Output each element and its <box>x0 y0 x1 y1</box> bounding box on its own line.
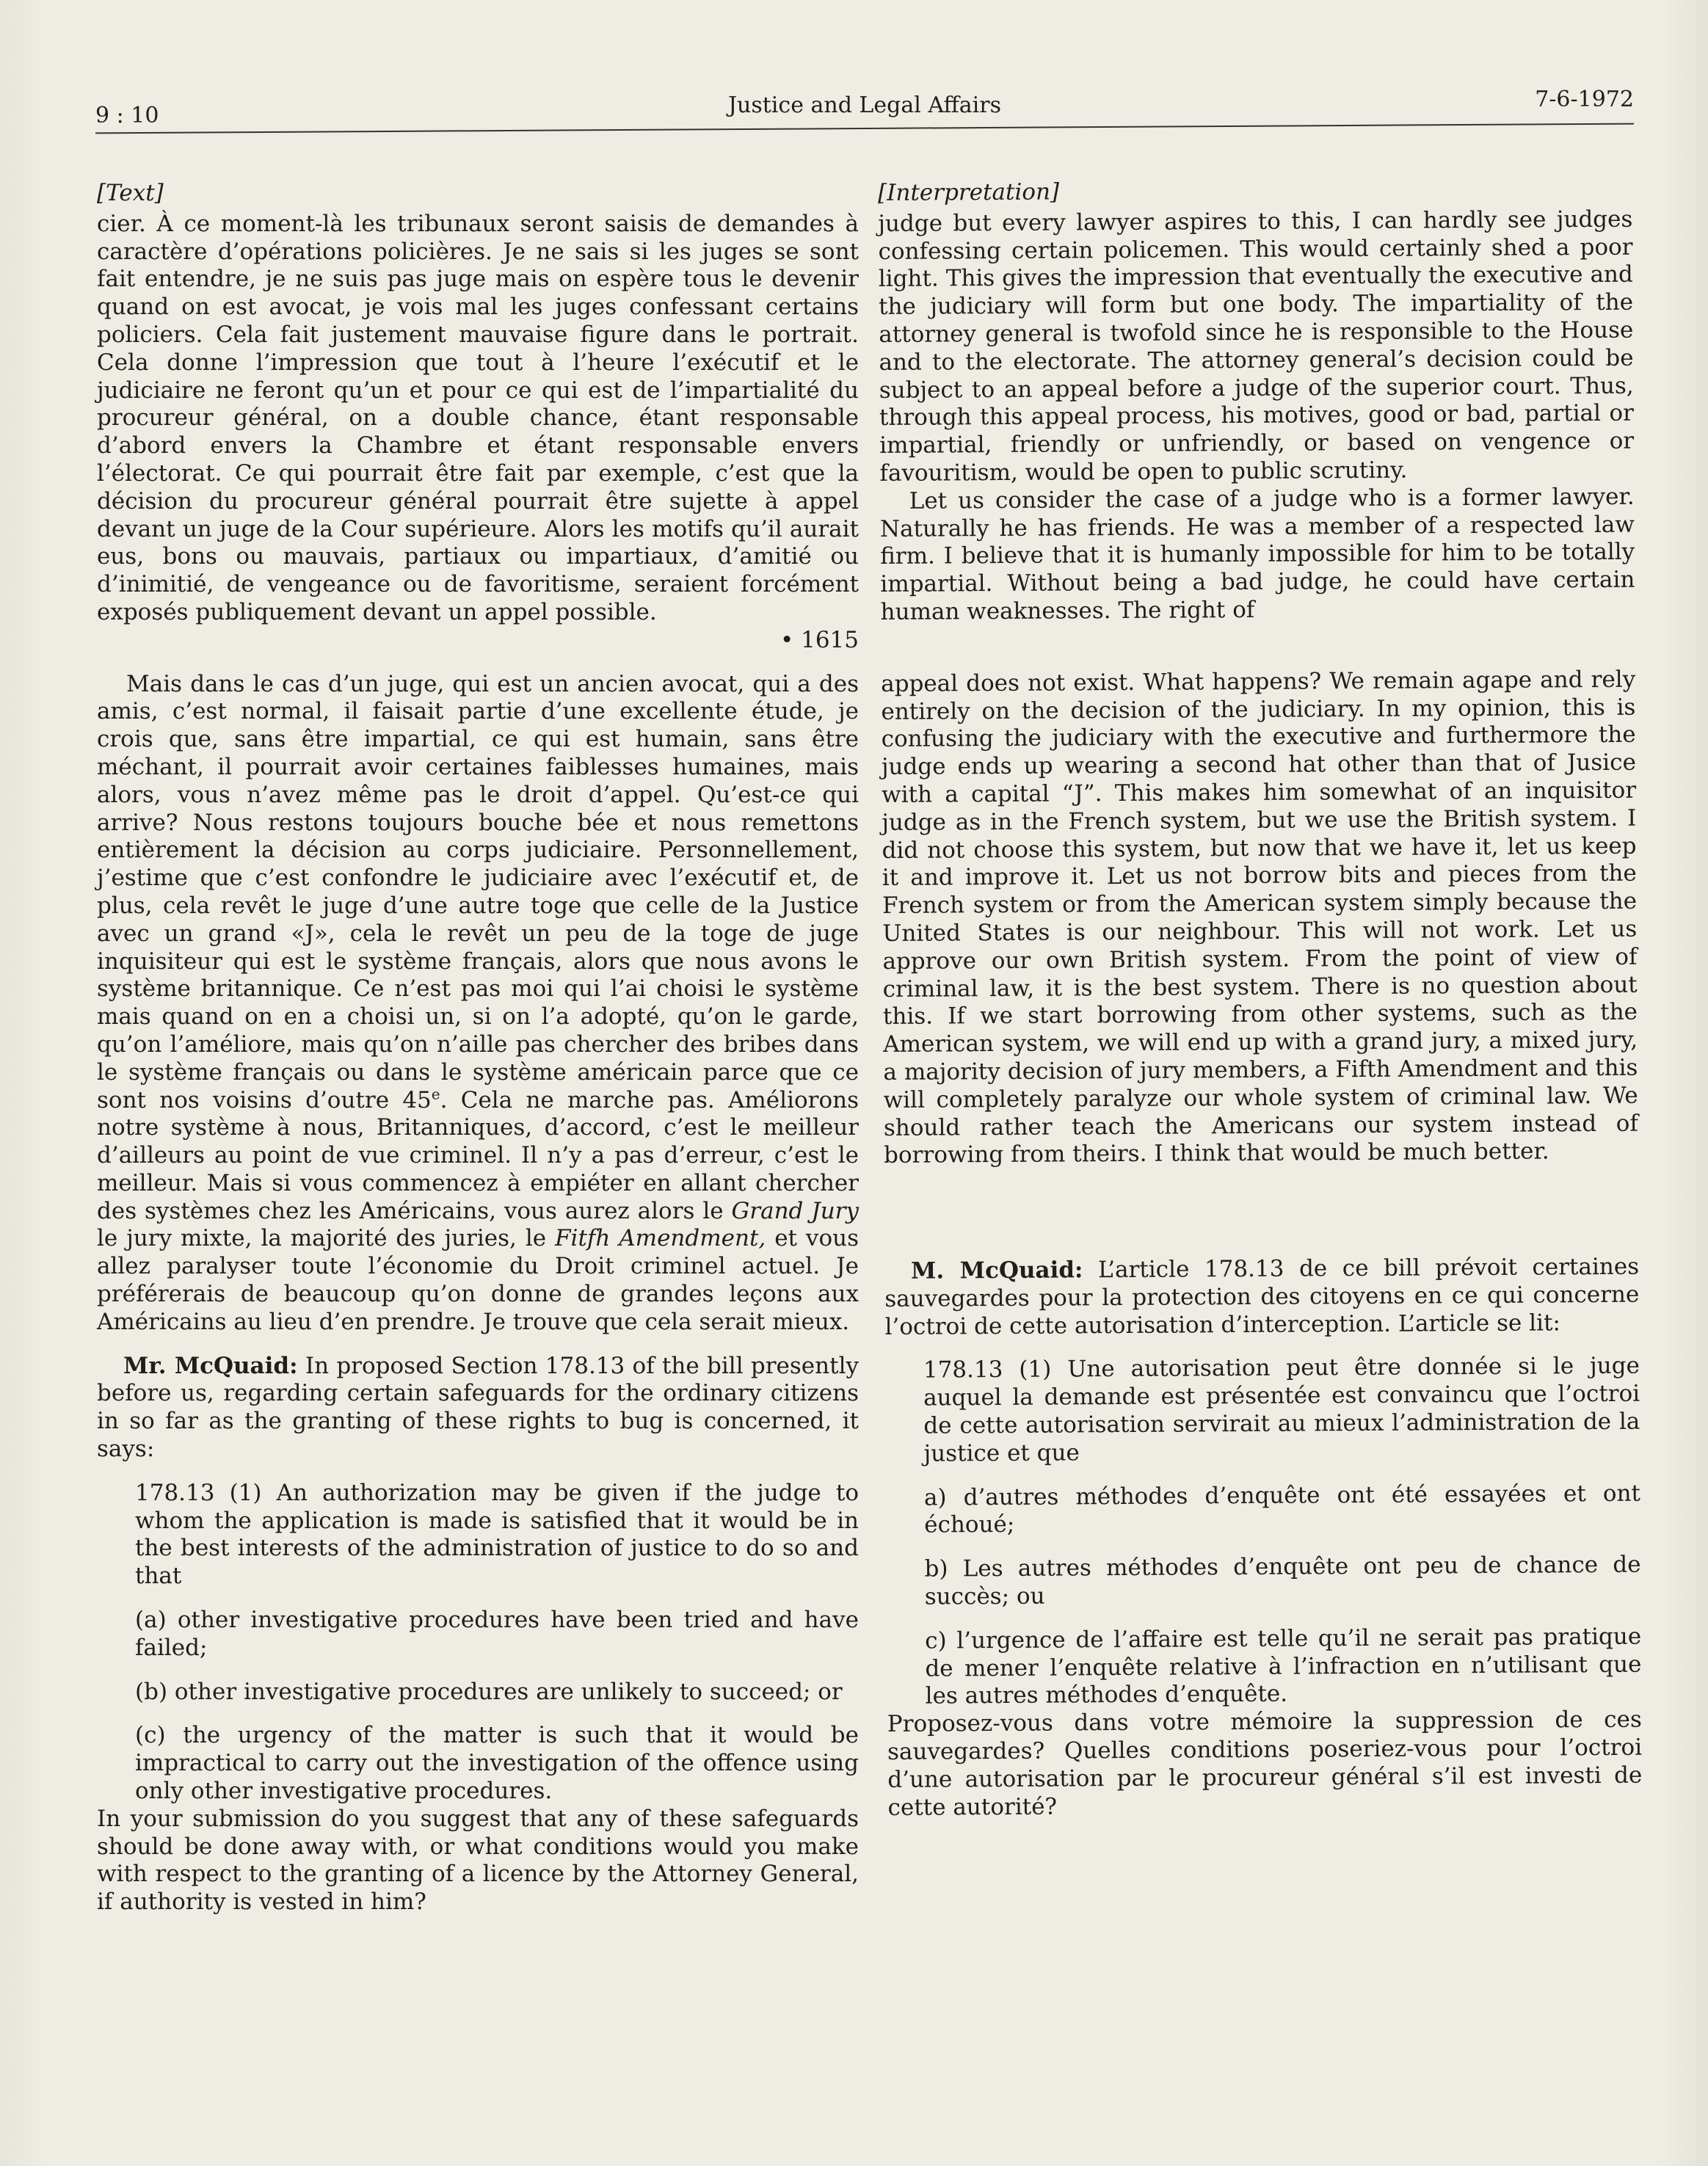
header-rule <box>95 123 1634 134</box>
column-label: [Interpretation] <box>878 178 1060 206</box>
quote-intro: 178.13 (1) An authorization may be given if the judge to whom the application is made is satisfied that it would be in the best interests of the administration of justice to do so and that <box>135 1479 859 1590</box>
quote-item-b: b) Les autres méthodes d’enquête ont peu de chance de succès; ou <box>924 1551 1641 1610</box>
speech: M. McQuaid: L’article 178.13 de ce bill prévoit certaines sauvegardes pour la protection des citoyens en ce qui concerne l’octroi de cette autorisation d’interception. L’article se lit: <box>884 1253 1640 1340</box>
speaker-name: Mr. McQuaid: <box>123 1352 298 1379</box>
paragraph: Mais dans le cas d’un juge, qui est un ancien avocat, qui a des amis, c’est normal, il faisait partie d’une excellente étude, je crois que, sans être impartial, ce qui est humain, sans être méchant, il pourrait avoir certaines faiblesses humaines, mais alors, vous n’avez même pas le droit d’appel. Qu’est-ce qui arrive? Nous restons toujours bouche bée et nous remettons entièrement la décision au corps judiciaire. Personnellement, j’estime que c’est confondre le judiciaire avec l’exécutif et, de plus, cela revêt le juge d’une autre toge que celle de la Justice avec un grand «J», cela le revêt un peu de la toge de juge inquisiteur qui est le système français, alors que nous avons le système britannique. Ce n’est pas moi qui l’ai choisi le système mais quand on en a choisi un, si on l’a adopté, qu’on le garde, qu’on l’améliore, mais qu’on n’aille pas chercher des bribes dans le système français ou dans le système américain parce que ce sont nos voisins d’outre 45e. Cela ne marche pas. Améliorons notre système à nous, Britanniques, d’accord, c’est le meilleur d’ailleurs au point de vue criminel. Il n’y a pas d’erreur, c’est le meilleur. Mais si vous commencez à empiéter en allant chercher des systèmes chez les Américains, vous aurez alors le Grand Jury le jury mixte, la majorité des juries, le Fitfh Amendment, et vous allez paralyser toute l’économie du Droit criminel actuel. Je préférerais de beaucoup qu’on donne de grandes leçons aux Américains au lieu d’en prendre. Je trouve que cela serait mieux. <box>97 670 859 1335</box>
quote-item-a: a) d’autres méthodes d’enquête ont été essayées et ont échoué; <box>923 1480 1641 1539</box>
speech: Mr. McQuaid: In proposed Section 178.13 of the bill presently before us, regarding certain safeguards for the ordinary citizens in so far as the granting of these rights to bug is concerned, it says: <box>97 1352 860 1463</box>
paragraph: appeal does not exist. What happens? We remain agape and rely entirely on the decision of the judiciary. In my opinion, this is confusing the judiciary with the executive and furthermore the judge ends up wearing a second hat other than that of Jusice with a capital “J”. This makes him somewhat of an inquisitor judge as in the French system, but we use the British system. I did not choose this system, but now that we have it, let us keep it and improve it. Let us not borrow bits and pieces from the French system or from the American system simply because the United States is our neighbour. This will not work. Let us approve our own British system. From the point of view of criminal law, it is the best system. There is no question about this. If we start borrowing from other systems, such as the American system, we will end up with a grand jury, a mixed jury, a majority decision of jury members, a Fifth Amendment and this will completely paralyze our whole system of criminal law. We should rather teach the Americans our system instead of borrowing from theirs. I think that would be much better. <box>881 666 1638 1169</box>
quoted-section <box>923 1353 1642 1711</box>
quoted-section <box>135 1480 859 1806</box>
closing-question: In your submission do you suggest that any of these safeguards should be done away with, or what conditions would you make with respect to the granting of a licence by the Attorney General, if authority is vested in him? <box>97 1805 859 1916</box>
left-column-french <box>97 180 859 1916</box>
quote-item-b: (b) other investigative procedures are unlikely to succeed; or <box>135 1678 843 1705</box>
header-date: 7-6-1972 <box>1535 87 1634 112</box>
quote-item-c: c) l’urgence de l’affaire est telle qu’il ne serait pas pratique de mener l’enquête relative à l’infraction en n’utilisant que les autres méthodes d’enquête. <box>925 1623 1642 1710</box>
speaker-name: M. McQuaid: <box>910 1257 1083 1284</box>
quote-item-c: (c) the urgency of the matter is such that it would be impractical to carry out the investigation of the offence using only other investigative procedures. <box>135 1722 859 1805</box>
paragraph: cier. À ce moment-là les tribunaux seront saisis de demandes à caractère d’opérations policières. Je ne sais si les juges se sont fait entendre, je ne suis pas juge mais on espère tous le devenir quand on est avocat, je vois mal les juges confessant certains policiers. Cela fait justement mauvaise figure dans le portrait. Cela donne l’impression que tout à l’heure l’exécutif et le judiciaire ne feront qu’un et pour ce qui est de l’impartialité du procureur général, on a double chance, étant responsable d’abord envers la Chambre et étant responsable envers l’électorat. Ce qui pourrait être fait par exemple, c’est que la décision du procureur général pourrait être sujette à appel devant un juge de la Cour supérieure. Alors les motifs qu’il aurait eus, bons ou mauvais, partiaux ou impartiaux, d’amitié ou d’inimitié, de vengeance ou de favoritisme, seraient forcément exposés publiquement devant un appel possible. <box>97 210 859 625</box>
closing-question: Proposez-vous dans votre mémoire la suppression de ces sauvegardes? Quelles conditions poseriez-vous pour l’octroi d’une autorisation par le procureur général s’il est investi de cette autorité? <box>887 1706 1643 1821</box>
column-label: [Text] <box>97 180 164 206</box>
paragraph: Let us consider the case of a judge who is a former lawyer. Naturally he has friends. He was a member of a respected law firm. I believe that it is humanly impossible for him to be totally impartial. Without being a bad judge, he could have certain human weaknesses. The right of <box>879 483 1635 625</box>
right-column-english <box>878 175 1643 1822</box>
page-header <box>95 87 1634 128</box>
page-number: 9 : 10 <box>95 103 159 128</box>
paragraph: judge but every lawyer aspires to this, I can hardly see judges confessing certain policemen. This would certainly shed a poor light. This gives the impression that eventually the executive and the judiciary will form but one body. The impartiality of the attorney general is twofold since he is responsible to the House and to the electorate. The attorney general’s decision could be subject to an appeal before a judge of the superior court. Thus, through this appeal process, his motives, good or bad, partial or impartial, friendly or unfriendly, or based on vengence or favouritism, would be open to public scrutiny. <box>878 206 1635 487</box>
running-title: Justice and Legal Affairs <box>728 92 1001 118</box>
quote-intro: 178.13 (1) Une autorisation peut être donnée si le juge auquel la demande est présentée est convaincu que l’octroi de cette autorisation servirait au mieux l’administration de la justice et que <box>923 1353 1640 1467</box>
quote-item-a: (a) other investigative procedures have been tried and have failed; <box>135 1607 859 1661</box>
time-marker: • 1615 <box>779 626 859 653</box>
